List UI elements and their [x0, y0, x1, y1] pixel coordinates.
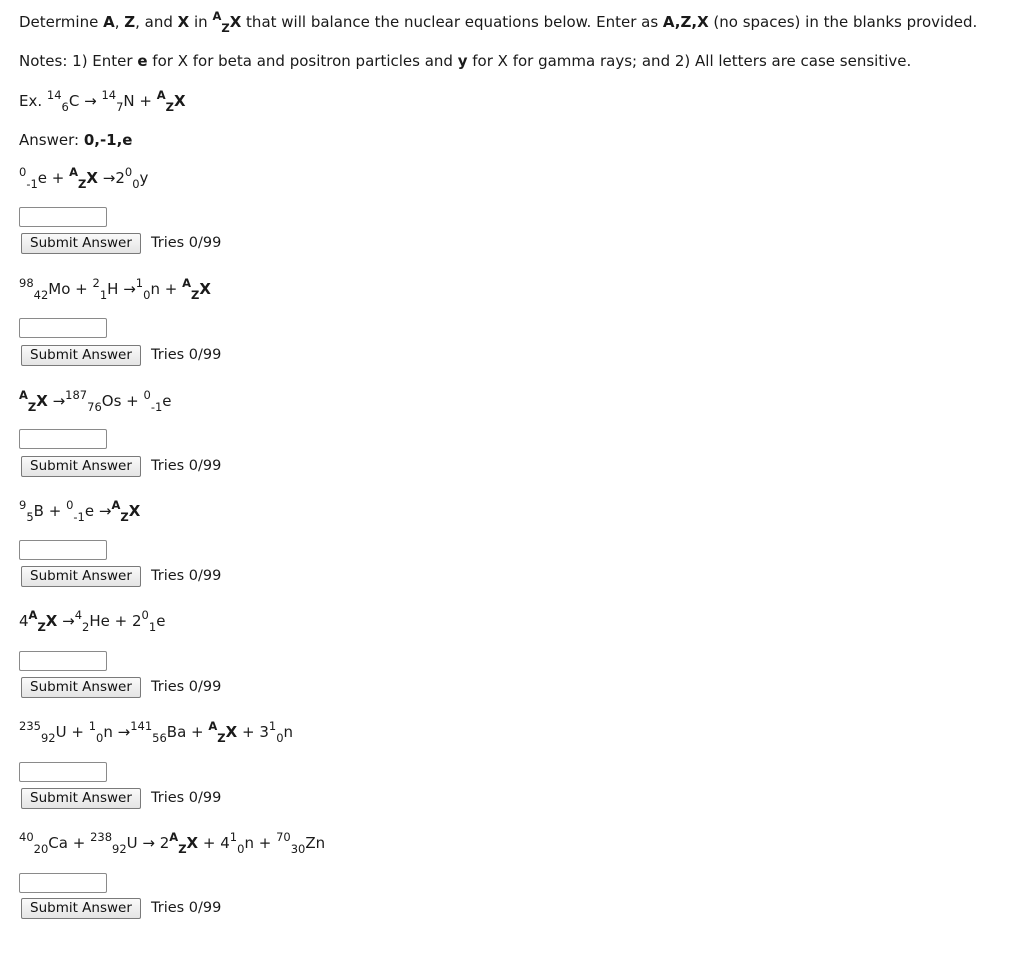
- element-symbol: X: [174, 92, 186, 110]
- instructions: [19, 9, 978, 35]
- submit-answer-button[interactable]: Submit Answer: [21, 345, 141, 366]
- equation-term: →: [94, 502, 112, 520]
- equation: [19, 498, 141, 524]
- submit-answer-button[interactable]: Submit Answer: [21, 566, 141, 587]
- equation-term: -1: [150, 400, 163, 414]
- equation-term: e: [37, 169, 48, 187]
- arrow: →: [79, 92, 102, 110]
- equation-term: -1: [73, 510, 85, 524]
- equation-term: 235: [19, 719, 41, 733]
- equation-term: Z: [178, 842, 187, 856]
- answer-input[interactable]: [19, 318, 107, 338]
- answer-input[interactable]: [19, 762, 107, 782]
- equation-term: A: [182, 276, 191, 290]
- equation: [19, 388, 172, 414]
- equation-term: →: [137, 834, 160, 852]
- answer-input[interactable]: [19, 651, 107, 671]
- tries-counter: Tries 0/99: [151, 235, 222, 251]
- equation-term: 2: [159, 834, 170, 852]
- text: Ex.: [19, 92, 47, 110]
- atomic-number: 6: [61, 100, 69, 114]
- equation-term: 3: [259, 723, 269, 741]
- equation-term: Z: [37, 620, 46, 634]
- equation-term: 187: [65, 388, 88, 402]
- tries-counter: Tries 0/99: [151, 458, 222, 474]
- equation-term: H: [107, 280, 119, 298]
- equation-term: X: [186, 834, 199, 852]
- example-answer: [19, 130, 132, 150]
- format-hint: A,Z,X: [662, 13, 709, 31]
- equation-term: U: [55, 723, 67, 741]
- equation-term: 238: [90, 830, 113, 844]
- notes: [19, 51, 911, 71]
- text: (no spaces) in the blanks provided.: [708, 13, 978, 31]
- equation-term: 56: [152, 731, 167, 745]
- equation-term: A: [169, 830, 179, 844]
- equation-term: 4: [74, 608, 83, 622]
- equation-term: A: [111, 498, 121, 512]
- answer-input[interactable]: [19, 207, 107, 227]
- bold-A: A: [103, 13, 115, 31]
- tries-counter: Tries 0/99: [151, 790, 222, 806]
- bold-X: X: [229, 13, 242, 31]
- tries-counter: Tries 0/99: [151, 568, 222, 584]
- text: , and: [135, 13, 178, 31]
- example-equation: [19, 88, 186, 114]
- equation-term: e: [156, 612, 166, 630]
- equation-term: +: [159, 280, 183, 298]
- equation-term: n: [103, 723, 113, 741]
- submit-answer-button[interactable]: Submit Answer: [21, 456, 141, 477]
- equation-term: 2: [115, 169, 125, 187]
- equation-term: 0: [143, 288, 151, 302]
- text: Answer:: [19, 131, 84, 149]
- equation-term: +: [66, 723, 89, 741]
- equation-term: A: [208, 719, 218, 733]
- mass-number: 14: [46, 88, 62, 102]
- equation-term: 30: [290, 842, 306, 856]
- equation-term: →: [97, 169, 116, 187]
- equation-term: 98: [19, 276, 34, 290]
- equation-term: B: [33, 502, 44, 520]
- equation-term: Z: [217, 731, 226, 745]
- text: for X for gamma rays; and 2) All letters are case sensitive.: [467, 52, 912, 70]
- equation-term: 92: [112, 842, 127, 856]
- text: that will balance the nuclear equations below. Enter as: [241, 13, 663, 31]
- equation-term: 92: [40, 731, 56, 745]
- equation-term: +: [198, 834, 221, 852]
- equation-term: +: [43, 502, 67, 520]
- submit-answer-button[interactable]: Submit Answer: [21, 233, 141, 254]
- equation-term: n: [244, 834, 254, 852]
- equation-term: X: [225, 723, 238, 741]
- tries-counter: Tries 0/99: [151, 347, 222, 363]
- equation-term: 40: [19, 830, 34, 844]
- equation-term: 0: [96, 731, 104, 745]
- equation-term: e: [162, 392, 172, 410]
- equation-term: Mo: [48, 280, 71, 298]
- equation-term: 2: [82, 620, 90, 634]
- submit-answer-button[interactable]: Submit Answer: [21, 898, 141, 919]
- equation-term: 1: [268, 719, 277, 733]
- equation-term: y: [139, 169, 149, 187]
- equation-term: 4: [220, 834, 230, 852]
- equation-term: →: [57, 612, 75, 630]
- mass-number: 14: [101, 88, 117, 102]
- equation-term: 70: [276, 830, 291, 844]
- equation-term: X: [128, 502, 141, 520]
- equation-term: 2: [92, 276, 100, 290]
- equation-term: 0: [19, 165, 27, 179]
- question-7: [19, 830, 619, 973]
- equation-term: +: [67, 834, 91, 852]
- equation-term: 0: [141, 608, 149, 622]
- equation-term: +: [70, 280, 93, 298]
- equation-term: X: [36, 392, 48, 410]
- equation-term: 2: [132, 612, 142, 630]
- text: Notes: 1) Enter: [19, 52, 138, 70]
- equation-term: Z: [190, 288, 200, 302]
- atomic-number: 7: [116, 100, 124, 114]
- equation-term: +: [121, 392, 144, 410]
- equation-term: 76: [87, 400, 102, 414]
- equation-term: U: [126, 834, 138, 852]
- equation-term: Ca: [48, 834, 68, 852]
- submit-answer-button[interactable]: Submit Answer: [21, 677, 141, 698]
- bold-Z: Z: [124, 13, 136, 31]
- equation-term: 141: [130, 719, 153, 733]
- equation-term: A: [19, 388, 28, 402]
- atomic-number: Z: [165, 100, 175, 114]
- equation-term: 0: [143, 388, 151, 402]
- equation-term: 4: [19, 612, 29, 630]
- equation-term: 9: [19, 498, 27, 512]
- text: for X for beta and positron particles and: [147, 52, 458, 70]
- equation: [19, 719, 294, 745]
- equation-term: X: [86, 169, 98, 187]
- equation-term: Z: [27, 400, 37, 414]
- equation-term: 0: [132, 177, 140, 191]
- equation-term: 0: [124, 165, 133, 179]
- element-symbol: N: [123, 92, 135, 110]
- equation-term: 20: [33, 842, 49, 856]
- equation-term: 1: [148, 620, 157, 634]
- bold-X: X: [177, 13, 190, 31]
- mass-number: A: [156, 88, 166, 102]
- equation-term: +: [237, 723, 260, 741]
- text: in: [189, 13, 213, 31]
- equation-term: 1: [135, 276, 144, 290]
- tries-counter: Tries 0/99: [151, 679, 222, 695]
- equation-term: Ba: [166, 723, 187, 741]
- equation-term: +: [47, 169, 70, 187]
- equation-term: 42: [33, 288, 49, 302]
- equation-term: n: [283, 723, 294, 741]
- equation-term: 5: [26, 510, 34, 524]
- equation-term: +: [253, 834, 277, 852]
- bold-e: e: [137, 52, 148, 70]
- equation-term: 1: [99, 288, 108, 302]
- equation-term: A: [69, 165, 79, 179]
- text: ,: [114, 13, 125, 31]
- equation-term: -1: [26, 177, 38, 191]
- tries-counter: Tries 0/99: [151, 900, 222, 916]
- equation-term: →: [112, 723, 131, 741]
- bold-y: y: [457, 52, 468, 70]
- answer-input[interactable]: [19, 540, 107, 560]
- equation-term: Z: [120, 510, 129, 524]
- equation-term: Z: [78, 177, 87, 191]
- equation-term: A: [28, 608, 38, 622]
- equation-term: e: [84, 502, 95, 520]
- equation-term: +: [109, 612, 132, 630]
- equation-term: He: [89, 612, 110, 630]
- equation: [19, 165, 149, 191]
- equation-term: 1: [229, 830, 238, 844]
- equation-term: Os: [101, 392, 122, 410]
- answer-value: 0,-1,e: [83, 131, 133, 149]
- equation-term: →: [118, 280, 136, 298]
- equation-term: Zn: [305, 834, 326, 852]
- equation-term: +: [186, 723, 209, 741]
- equation-term: X: [199, 280, 211, 298]
- equation-term: 0: [237, 842, 245, 856]
- submit-answer-button[interactable]: Submit Answer: [21, 788, 141, 809]
- sub-Z: Z: [221, 21, 230, 35]
- equation-term: 0: [276, 731, 284, 745]
- answer-input[interactable]: [19, 429, 107, 449]
- equation: [19, 608, 166, 634]
- sup-A: A: [212, 9, 222, 23]
- equation: [19, 830, 326, 856]
- equation-term: n: [150, 280, 160, 298]
- answer-input[interactable]: [19, 873, 107, 893]
- equation-term: X: [45, 612, 58, 630]
- equation-term: →: [47, 392, 66, 410]
- element-symbol: C: [68, 92, 80, 110]
- equation-term: 0: [66, 498, 74, 512]
- plus: +: [134, 92, 157, 110]
- equation: [19, 276, 211, 302]
- equation-term: 1: [88, 719, 97, 733]
- text: Determine: [19, 13, 104, 31]
